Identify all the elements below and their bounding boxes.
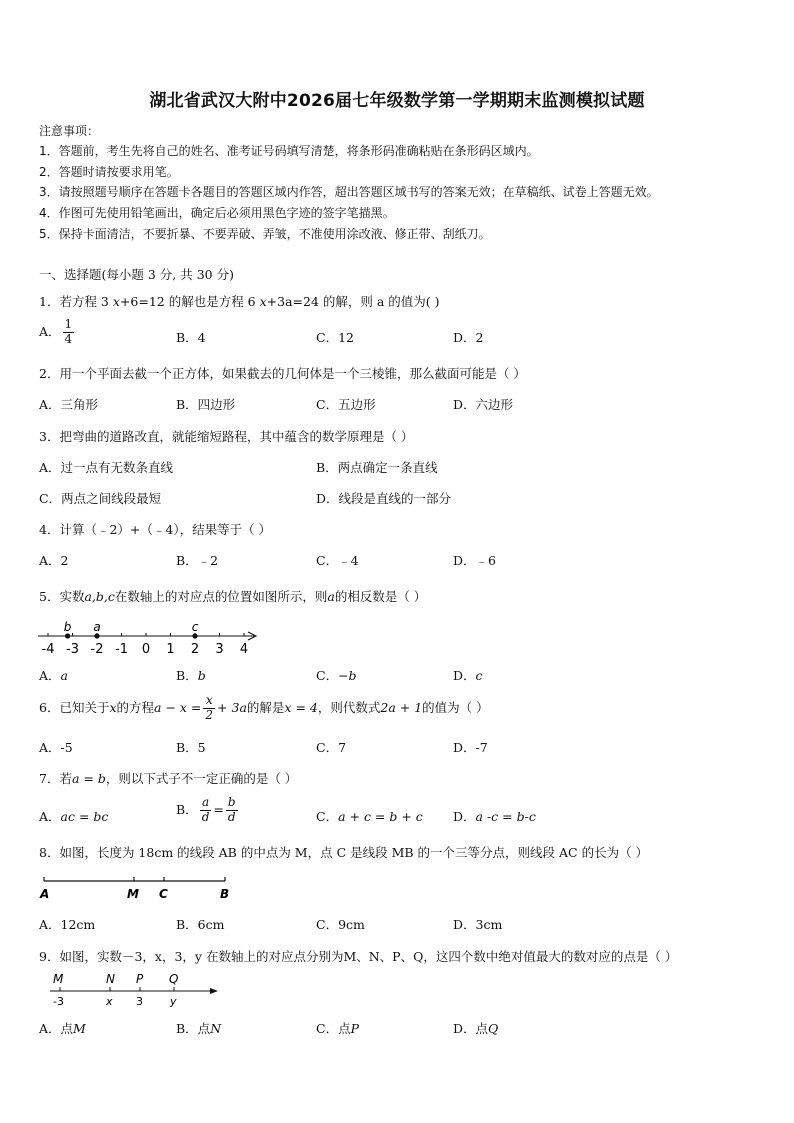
question-6-option-c[interactable]: C．7 (316, 740, 347, 755)
top-label-m: M (53, 972, 64, 986)
question-2-option-b[interactable]: B．四边形 (176, 397, 236, 412)
question-5-stem: 5．实数a,b,c在数轴上的对应点的位置如图所示，则a的相反数是（ ） (39, 589, 427, 604)
question-9-stem: 9．如图，实数－3，x，3，y 在数轴上的对应点分别为M、N、P、Q，这四个数中绝对值最大的数对应的点是（ ） (39, 949, 678, 964)
question-7-option-b[interactable]: B． $\frac{a}{d}$ = $\frac{b}{d}$ (176, 795, 236, 824)
question-7-option-c[interactable]: C．a + c = b + c (316, 809, 423, 824)
question-4-option-a[interactable]: A．2 (39, 553, 69, 568)
question-4-option-c[interactable]: C．﹣4 (316, 553, 359, 568)
question-1-option-d[interactable]: D．2 (453, 330, 484, 345)
question-1-option-b[interactable]: B．4 (176, 330, 206, 345)
top-label-p: P (136, 972, 144, 986)
notice-item-1: 1．答题前，考生先将自己的姓名、准考证号码填写清楚，将条形码准确粘贴在条形码区域内。 (39, 144, 539, 158)
notice-heading: 注意事项： (39, 124, 100, 138)
bottom-label-y: y (170, 995, 177, 1008)
axis-tick-label: 3 (215, 642, 224, 656)
axis-tick-label: 2 (190, 642, 200, 656)
axis-tick-label: -3 (66, 642, 79, 656)
notice-item-4: 4．作图可先使用铅笔画出，确定后必须用黑色字迹的签字笔描黑。 (39, 206, 395, 220)
point-b (65, 633, 70, 638)
point-label-c: c (191, 620, 199, 634)
notice-item-5: 5．保持卡面清洁，不要折暴、不要弄破、弄皱，不准使用涂改液、修正带、刮纸刀。 (39, 227, 491, 241)
question-8-segment-figure (36, 874, 236, 904)
question-4-option-b[interactable]: B．﹣2 (176, 553, 219, 568)
question-6-option-d[interactable]: D．-7 (453, 740, 488, 755)
question-8-option-d[interactable]: D．3cm (453, 917, 503, 932)
question-1-stem: 1．若方程 3 x+6=12 的解也是方程 6 x+3a=24 的解，则 a 的值为( ) (39, 294, 440, 309)
question-5-option-d[interactable]: D．c (453, 668, 483, 683)
point-label-a: a (93, 620, 101, 634)
top-label-n: N (106, 972, 115, 986)
question-2-stem: 2．用一个平面去截一个正方体，如果截去的几何体是一个三棱锥，那么截面可能是（ ） (39, 366, 526, 381)
question-9-option-a[interactable]: A．点M (39, 1021, 86, 1036)
question-8-stem: 8．如图，长度为 18cm 的线段 AB 的中点为 M，点 C 是线段 MB 的一个三等分点，则线段 AC 的长为（ ） (39, 845, 649, 860)
axis-tick-label: 4 (239, 642, 249, 656)
axis-tick-label: 0 (141, 642, 151, 656)
question-9-option-c[interactable]: C．点P (316, 1021, 359, 1036)
question-2-option-d[interactable]: D．六边形 (453, 397, 514, 412)
page-title: 湖北省武汉大附中2026届七年级数学第一学期期末监测模拟试题 (149, 91, 645, 111)
question-8-option-c[interactable]: C．9cm (316, 917, 365, 932)
top-label-q: Q (169, 972, 179, 986)
question-7-option-d[interactable]: D．a -c = b-c (453, 809, 536, 824)
bottom-label-x: x (106, 995, 113, 1008)
question-3-option-c[interactable]: C．两点之间线段最短 (39, 491, 162, 506)
question-5-option-c[interactable]: C．−b (316, 668, 357, 683)
axis-tick-label: -2 (90, 642, 104, 656)
question-3-stem: 3．把弯曲的道路改直，就能缩短路程，其中蕴含的数学原理是（ ） (39, 429, 414, 444)
bottom-label-3: 3 (136, 995, 143, 1008)
label-c: C (159, 887, 168, 901)
question-7-stem: 7．若a = b，则以下式子不一定正确的是（ ） (39, 771, 298, 786)
point-label-b: b (63, 620, 72, 634)
question-3-option-a[interactable]: A．过一点有无数条直线 (39, 460, 174, 475)
question-8-option-b[interactable]: B．6cm (176, 917, 225, 932)
question-1-option-a[interactable]: A． $\frac{1}{4}$ (39, 317, 73, 346)
bottom-label-neg3: -3 (53, 995, 64, 1008)
label-m: M (127, 887, 139, 901)
question-5-number-line (36, 614, 266, 656)
question-9-option-d[interactable]: D．点Q (453, 1021, 499, 1036)
notice-item-3: 3．请按照题号顺序在答题卡各题目的答题区域内作答，超出答题区域书写的答案无效；在草稿纸、试卷上答题无效。 (39, 185, 659, 199)
label-a: A (40, 887, 50, 901)
point-a (94, 633, 99, 638)
point-c (192, 633, 197, 638)
question-9-option-b[interactable]: B．点N (176, 1021, 222, 1036)
question-6-option-b[interactable]: B．5 (176, 740, 206, 755)
question-5-option-a[interactable]: A．a (39, 668, 68, 683)
question-6-option-a[interactable]: A．-5 (39, 740, 73, 755)
axis-arrow-icon (210, 988, 218, 994)
question-2-option-a[interactable]: A．三角形 (39, 397, 99, 412)
question-7-option-a[interactable]: A．ac = bc (39, 809, 109, 824)
question-5-option-b[interactable]: B．b (176, 668, 206, 683)
question-2-option-c[interactable]: C．五边形 (316, 397, 376, 412)
question-8-option-a[interactable]: A．12cm (39, 917, 96, 932)
question-6-stem: 6．已知关于x的方程a − x = $\frac{x}{2}$ + 3a的解是x = 4，则代数式2a + 1的值为（ ） (39, 693, 489, 722)
section-heading: 一、选择题(每小题 3 分, 共 30 分) (39, 267, 234, 282)
axis-tick-label: -4 (41, 642, 55, 656)
label-b: B (220, 887, 230, 901)
question-3-option-d[interactable]: D．线段是直线的一部分 (316, 491, 452, 506)
question-4-option-d[interactable]: D．﹣6 (453, 553, 496, 568)
question-1-option-c[interactable]: C．12 (316, 330, 354, 345)
question-3-option-b[interactable]: B．两点确定一条直线 (316, 460, 438, 475)
question-4-stem: 4．计算（﹣2）+（﹣4），结果等于（ ） (39, 522, 272, 537)
axis-tick-label: 1 (166, 642, 175, 656)
notice-item-2: 2．答题时请按要求用笔。 (39, 165, 179, 179)
question-9-number-line (36, 970, 226, 1010)
axis-tick-label: -1 (115, 642, 128, 656)
